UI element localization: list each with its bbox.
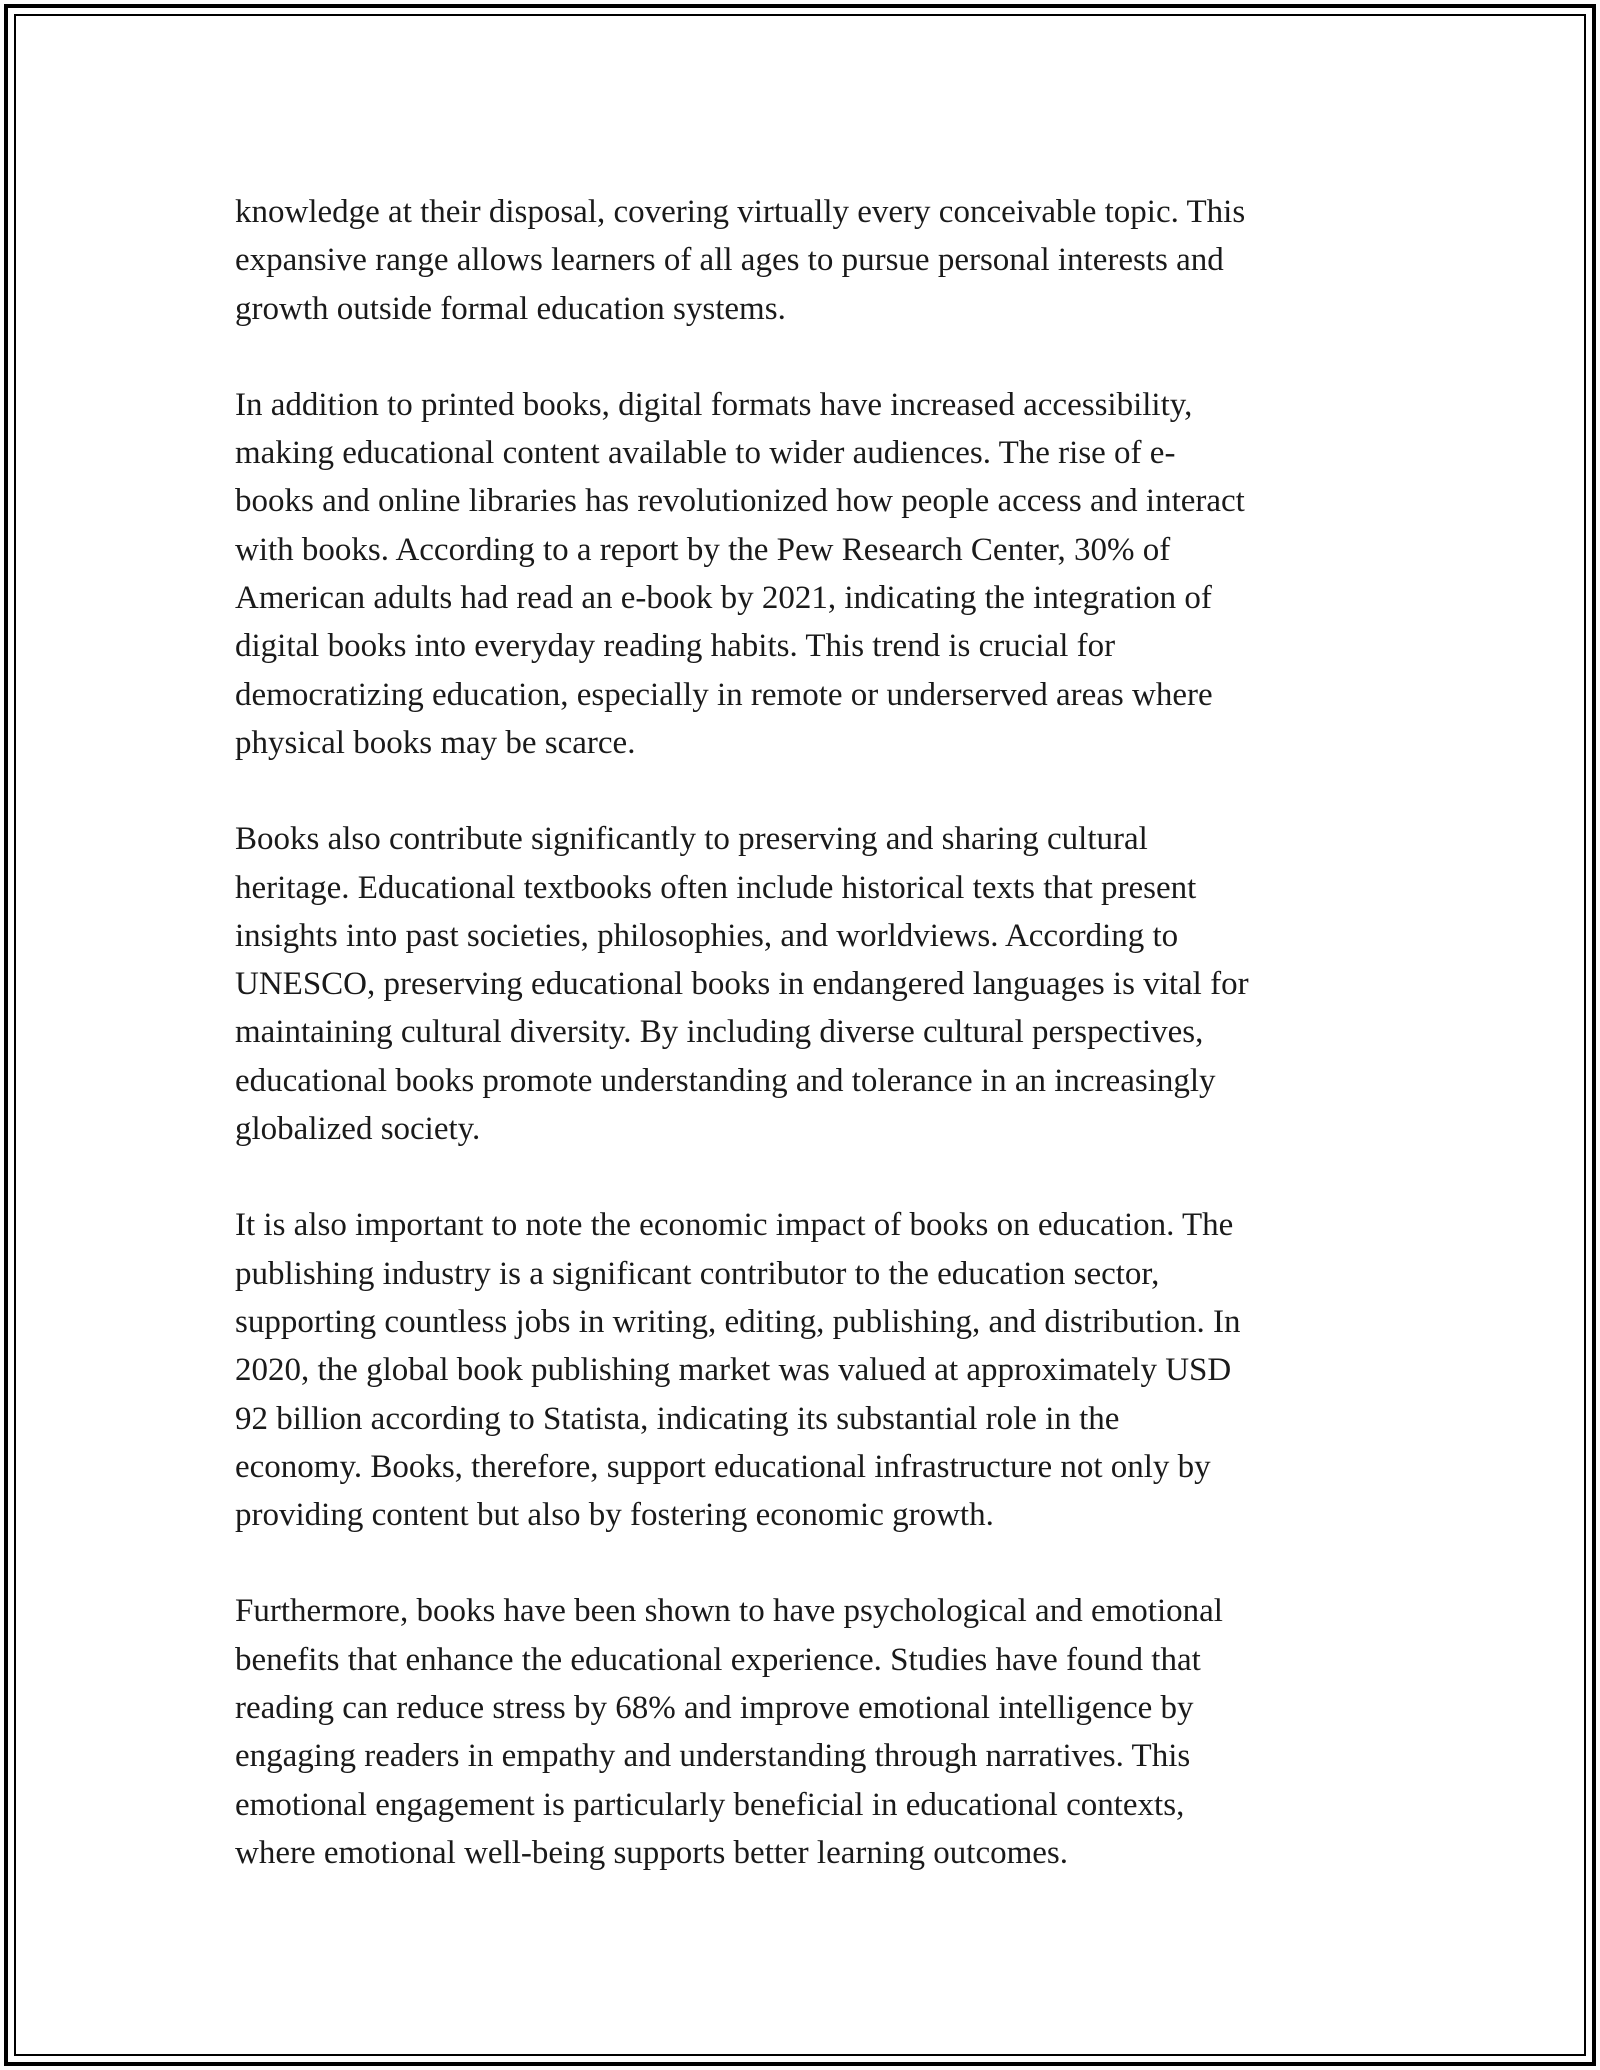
text-line: emotional engagement is particularly beneficial in educational contexts, [235,1786,1185,1823]
text-line: 2020, the global book publishing market was valued at approximately USD [235,1352,1232,1389]
paragraph-4 [235,1201,1395,1539]
text-line: expansive range allows learners of all ages to pursue personal interests and [235,242,1224,279]
text-line: with books. According to a report by the Pew Research Center, 30% of [235,531,1171,568]
text-line: where emotional well-being supports better learning outcomes. [235,1834,1069,1871]
text-line: Furthermore, books have been shown to have psychological and emotional [235,1593,1223,1630]
text-line: engaging readers in empathy and understanding through narratives. This [235,1738,1191,1775]
text-line: In addition to printed books, digital formats have increased accessibility, [235,386,1193,423]
text-line: supporting countless jobs in writing, editing, publishing, and distribution. In [235,1303,1241,1340]
text-line: It is also important to note the economic impact of books on education. The [235,1207,1234,1244]
text-line: globalized society. [235,1111,481,1148]
paragraph-5 [235,1587,1395,1877]
text-line: providing content but also by fostering economic growth. [235,1497,994,1534]
text-line: maintaining cultural diversity. By including diverse cultural perspectives, [235,1014,1204,1051]
text-line: economy. Books, therefore, support educational infrastructure not only by [235,1448,1211,1485]
text-line: physical books may be scarce. [235,724,636,761]
text-line: benefits that enhance the educational experience. Studies have found that [235,1641,1201,1678]
text-line: reading can reduce stress by 68% and improve emotional intelligence by [235,1690,1194,1727]
text-line: American adults had read an e-book by 2021, indicating the integration of [235,580,1212,617]
text-line: educational books promote understanding and tolerance in an increasingly [235,1062,1216,1099]
text-line: growth outside formal education systems. [235,290,786,327]
document-body [235,188,1395,1925]
text-line: making educational content available to wider audiences. The rise of e- [235,435,1176,472]
paragraph-2 [235,381,1395,767]
text-line: insights into past societies, philosophies, and worldviews. According to [235,917,1179,954]
text-line: UNESCO, preserving educational books in endangered languages is vital for [235,966,1249,1003]
text-line: Books also contribute significantly to preserving and sharing cultural [235,821,1148,858]
text-line: books and online libraries has revolutionized how people access and interact [235,483,1245,520]
text-line: heritage. Educational textbooks often include historical texts that present [235,869,1197,906]
text-line: 92 billion according to Statista, indicating its substantial role in the [235,1400,1120,1437]
text-line: knowledge at their disposal, covering virtually every conceivable topic. This [235,194,1246,230]
paragraph-1 [235,188,1395,333]
text-line: democratizing education, especially in remote or underserved areas where [235,676,1213,713]
text-line: digital books into everyday reading habits. This trend is crucial for [235,628,1116,665]
paragraph-3 [235,815,1395,1153]
text-line: publishing industry is a significant contributor to the education sector, [235,1255,1160,1292]
